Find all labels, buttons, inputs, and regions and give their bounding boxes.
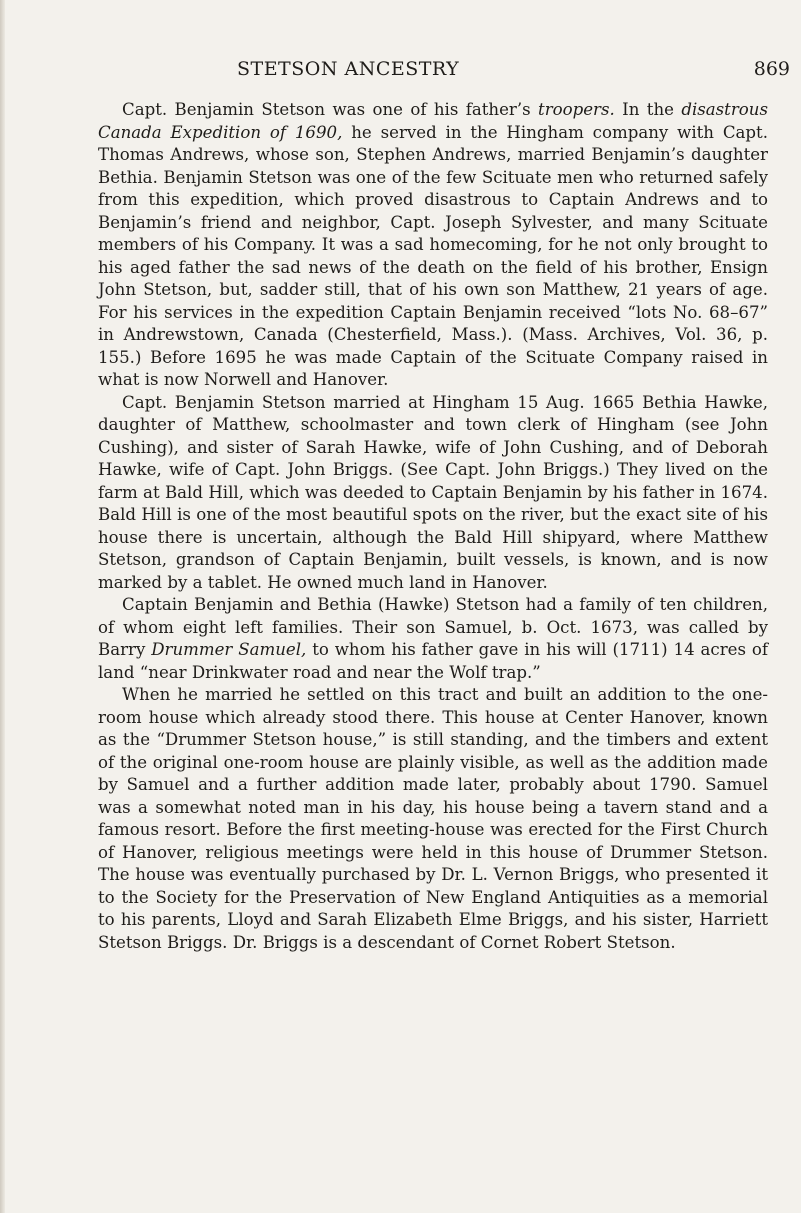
text-run: Capt. Benjamin Stetson was one of his father’s (122, 100, 539, 119)
paragraph-marriage (98, 392, 768, 595)
running-title: STETSON ANCESTRY (237, 58, 460, 80)
running-head (0, 58, 801, 86)
italic-run: troopers. (538, 100, 615, 119)
body-text (98, 99, 768, 954)
text-run: Captain Benjamin and Bethia (Hawke) Stetson had a family of ten children, of whom eight left families. Their son Samuel, b. Oct. 1673, was called by Barry (98, 595, 768, 659)
text-run: In the (614, 100, 682, 119)
text-run: to whom his father gave in his will (1711) 14 acres of land “near Drinkwater road and near the Wolf trap.” (98, 640, 768, 682)
italic-run: disastrous Canada Expedition of 1690, (98, 100, 768, 142)
italic-run: Drummer Samuel, (151, 640, 307, 659)
paragraph-children (98, 594, 768, 684)
text-run: When he married he settled on this tract and built an addition to the one-room house which already stood there. This house at Center Hanover, known as the “Drummer Stetson house,” is still standing, and the timbers and extent of the original one-room house are plainly visible, as well as the addition made by Samuel and a further addition made later, probably about 1790. Samuel was a somewhat noted man in his day, his house being a tavern stand and a famous resort. Before the first meeting-house was erected for the First Church of Hanover, religious meetings were held in this house of Drummer Stetson. The house was eventually purchased by Dr. L. Vernon Briggs, who presented it to the Society for the Preservation of New England Antiquities as a memorial to his parents, Lloyd and Sarah Elizabeth Elme Briggs, and his sister, Harriett Stetson Briggs. Dr. Briggs is a descendant of Cornet Robert Stetson. (98, 685, 768, 952)
text-run: he served in the Hingham company with Capt. Thomas Andrews, whose son, Stephen Andrews, married Benjamin’s daughter Bethia. Benjamin Stetson was one of the few Scituate men who returned safely from this expedition, which proved disastrous to Captain Andrews and to Benjamin’s friend and neighbor, Capt. Joseph Sylvester, and many Scituate members of his Company. It was a sad homecoming, for he not only brought to his aged father the sad news of the death on the field of his brother, Ensign John Stetson, but, sadder still, that of his own son Matthew, 21 years of age. For his services in the expedition Captain Benjamin received “lots No. 68–67” in Andrewstown, Canada (Chesterfield, Mass.). (Mass. Archives, Vol. 36, p. 155.) Before 1695 he was made Captain of the Scituate Company raised in what is now Norwell and Hanover. (98, 122, 768, 389)
page-edge-shadow (0, 0, 5, 1213)
paragraph-expedition (98, 99, 768, 392)
text-run: Capt. Benjamin Stetson married at Hingham 15 Aug. 1665 Bethia Hawke, daughter of Matthew, schoolmaster and town clerk of Hingham (see John Cushing), and sister of Sarah Hawke, wife of John Cushing, and of Deborah Hawke, wife of Capt. John Briggs. (See Capt. John Briggs.) They lived on the farm at Bald Hill, which was deeded to Captain Benjamin by his father in 1674. Bald Hill is one of the most beautiful spots on the river, but the exact site of his house there is uncertain, although the Bald Hill shipyard, where Matthew Stetson, grandson of Captain Benjamin, built vessels, is known, and is now marked by a tablet. He owned much land in Hanover. (98, 392, 768, 592)
paragraph-drummer-house (98, 684, 768, 954)
page-number: 869 (753, 58, 790, 80)
